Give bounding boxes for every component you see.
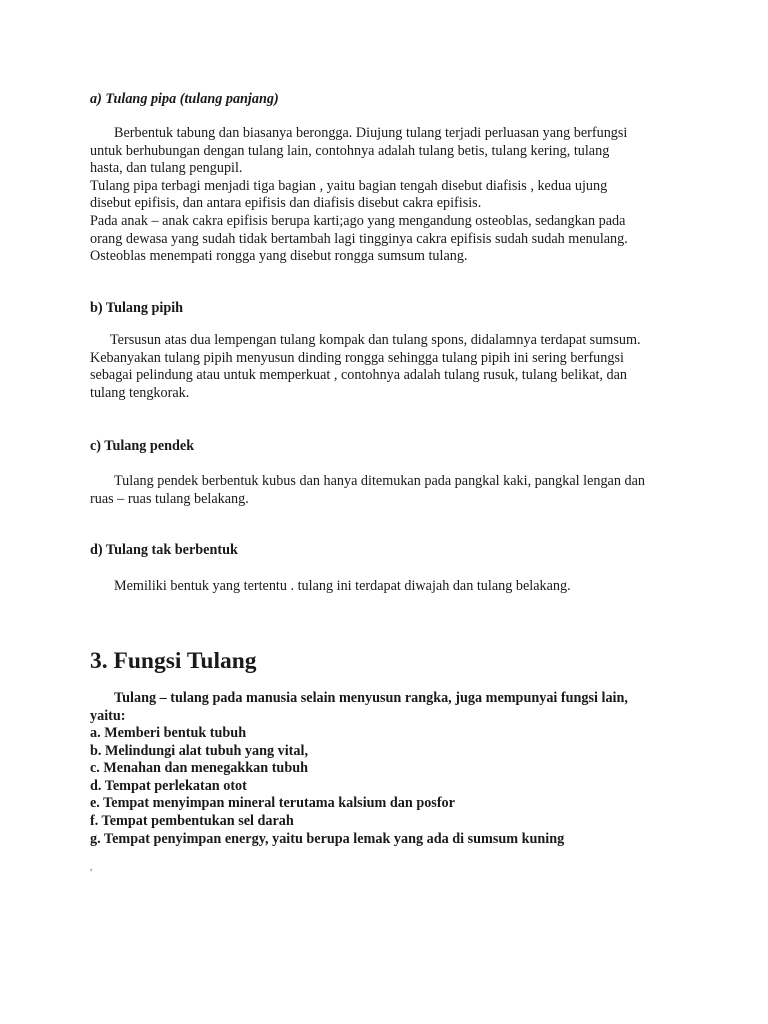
paragraph-tulang-tak-berbentuk [90,578,571,596]
text-line: tulang tengkorak. [90,384,190,401]
text-line: Tersusun atas dua lempengan tulang kompak dan tulang spons, didalamnya terdapat sumsum. [110,332,641,348]
list-item: d. Tempat perlekatan otot [90,777,247,794]
list-item: e. Tempat menyimpan mineral terutama kalsium dan posfor [90,795,455,812]
text-line: orang dewasa yang sudah tidak bertambah lagi tingginya cakra epifisis sudah sudah menulang. [90,230,628,247]
fungsi-list [90,725,564,848]
list-item: g. Tempat penyimpan energy, yaitu berupa lemak yang ada di sumsum kuning [90,830,565,847]
paragraph-fungsi-intro [90,690,628,725]
text-line: Berbentuk tabung dan biasanya berongga. Diujung tulang terjadi perluasan yang berfungsi [114,125,628,141]
text-line: Tulang pendek berbentuk kubus dan hanya ditemukan pada pangkal kaki, pangkal lengan dan [114,473,645,489]
heading-tulang-pendek: c) Tulang pendek [90,438,195,454]
text-line: sebagai pelindung atau untuk memperkuat , contohnya adalah tulang rusuk, tulang belikat, dan [90,367,628,384]
text-line: Pada anak – anak cakra epifisis berupa karti;ago yang mengandung osteoblas, sedangkan pada [90,212,626,229]
text-line: disebut epifisis, dan antara epifisis dan diafisis disebut cakra epifisis. [90,195,482,212]
text-line: Osteoblas menempati rongga yang disebut rongga sumsum tulang. [90,248,468,265]
heading-tulang-pipih: b) Tulang pipih [90,300,184,316]
text-line: untuk berhubungan dengan tulang lain, contohnya adalah tulang betis, tulang kering, tulang [90,142,610,159]
paragraph-tulang-pipa [90,125,628,266]
list-item: b. Melindungi alat tubuh yang vital, [90,742,308,759]
text-line: ruas – ruas tulang belakang. [90,490,249,507]
text-line: Memiliki bentuk yang tertentu . tulang ini terdapat diwajah dan tulang belakang. [114,578,571,594]
paragraph-tulang-pendek [90,473,645,508]
heading-tulang-tak-berbentuk: d) Tulang tak berbentuk [90,542,238,558]
heading-tulang-pipa: a) Tulang pipa (tulang panjang) [90,91,279,107]
trailing-mark: , [90,862,93,872]
paragraph-tulang-pipih [90,332,641,402]
text-line: Tulang pipa terbagi menjadi tiga bagian , yaitu bagian tengah disebut diafisis , kedua ujung [90,177,608,194]
list-item: f. Tempat pembentukan sel darah [90,812,294,829]
list-item: c. Menahan dan menegakkan tubuh [90,760,308,777]
heading-fungsi-tulang: 3. Fungsi Tulang [90,648,257,674]
text-line: yaitu: [90,707,126,724]
text-line: hasta, dan tulang pengupil. [90,160,243,177]
list-item: a. Memberi bentuk tubuh [90,725,247,741]
text-line: Kebanyakan tulang pipih menyusun dinding rongga sehingga tulang pipih ini sering berfungsi [90,349,624,366]
text-line: Tulang – tulang pada manusia selain menyusun rangka, juga mempunyai fungsi lain, [114,690,628,706]
